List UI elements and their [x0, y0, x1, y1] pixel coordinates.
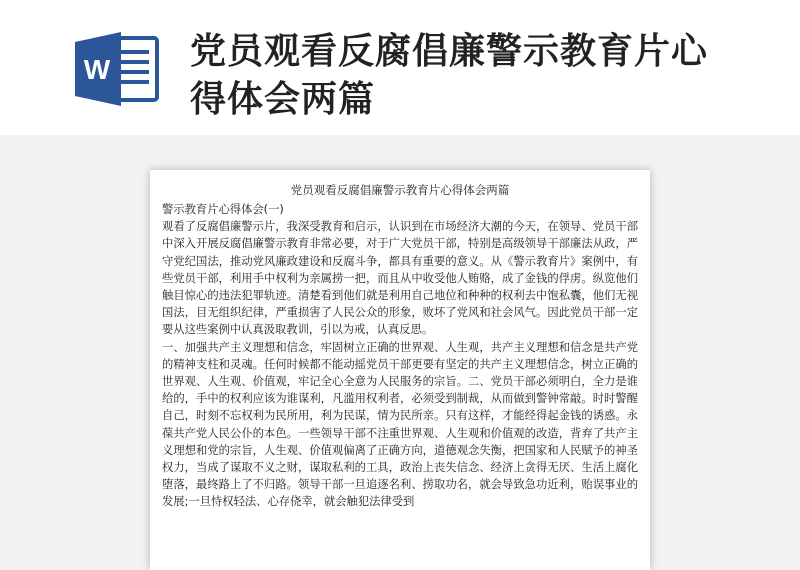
document-body — [162, 201, 638, 511]
page-title — [190, 28, 750, 124]
page-title-line-1: 党员观看反腐倡廉警示教育片心 — [190, 31, 709, 72]
header-banner — [0, 0, 800, 135]
word-icon-letter: W — [83, 54, 111, 85]
word-icon — [75, 30, 163, 108]
document-page — [150, 170, 650, 570]
document-paragraph-2: 一、加强共产主义理想和信念，牢固树立正确的世界观、人生观，共产主义理想和信念是共产党的精神支柱和灵魂。任何时候都不能动摇党员干部更要有坚定的共产主义理想信念，树立正确的世界观、人生观、价值观，牢记全心全意为人民服务的宗旨。二、党员干部必须明白，全力是谁给的，手中的权利应该为谁谋利，凡滥用权利者，必须受到制裁，从而做到警钟常敲。时时警醒自己，时刻不忘权利为民所用，利为民谋，情为民所亲。只有这样，才能经得起金钱的诱惑。永葆共产党人民公仆的本色。一些领导干部不注重世界观、人生观和价值观的改造，背弃了共产主义理想和党的宗旨，人生观、价值观偏离了正确方向，道德观念失衡，把国家和人民赋予的神圣权力，当成了谋取不义之财，谋取私利的工具，政治上丧失信念、经济上贪得无厌、生活上腐化堕落，最终路上了不归路。领导干部一旦追逐名利、捞取功名，就会导致急功近利，贻误事业的发展;一旦恃权轻法、心存侥幸，就会触犯法律受到 — [162, 340, 638, 509]
document-paragraph-1: 观看了反腐倡廉警示片，我深受教育和启示，认识到在市场经济大潮的今天，在领导、党员干部中深入开展反腐倡廉警示教育非常必要，对于广大党员干部，特别是高级领导干部廉法从政，严守党纪国法，推动党风廉政建设和反腐斗争，都具有重要的意义。从《警示教育片》案例中，有些党员干部，利用手中权利为亲属捞一把，而且从中收受他人贿赂，成了金钱的俘虏。纵览他们触目惊心的违法犯罪轨迹。清楚看到他们就是利用自己地位和种种的权利去中饱私囊，他们无视国法，目无组织纪律，严重损害了人民公众的形象，败坏了党风和社会风气。因此党员干部一定要从这些案例中认真汲取教训，引以为戒，认真反思。 — [162, 220, 638, 337]
page-title-line-2: 得体会两篇 — [190, 79, 376, 120]
document-title: 党员观看反腐倡廉警示教育片心得体会两篇 — [290, 183, 510, 197]
document-subtitle: 警示教育片心得体会(一) — [162, 203, 284, 216]
